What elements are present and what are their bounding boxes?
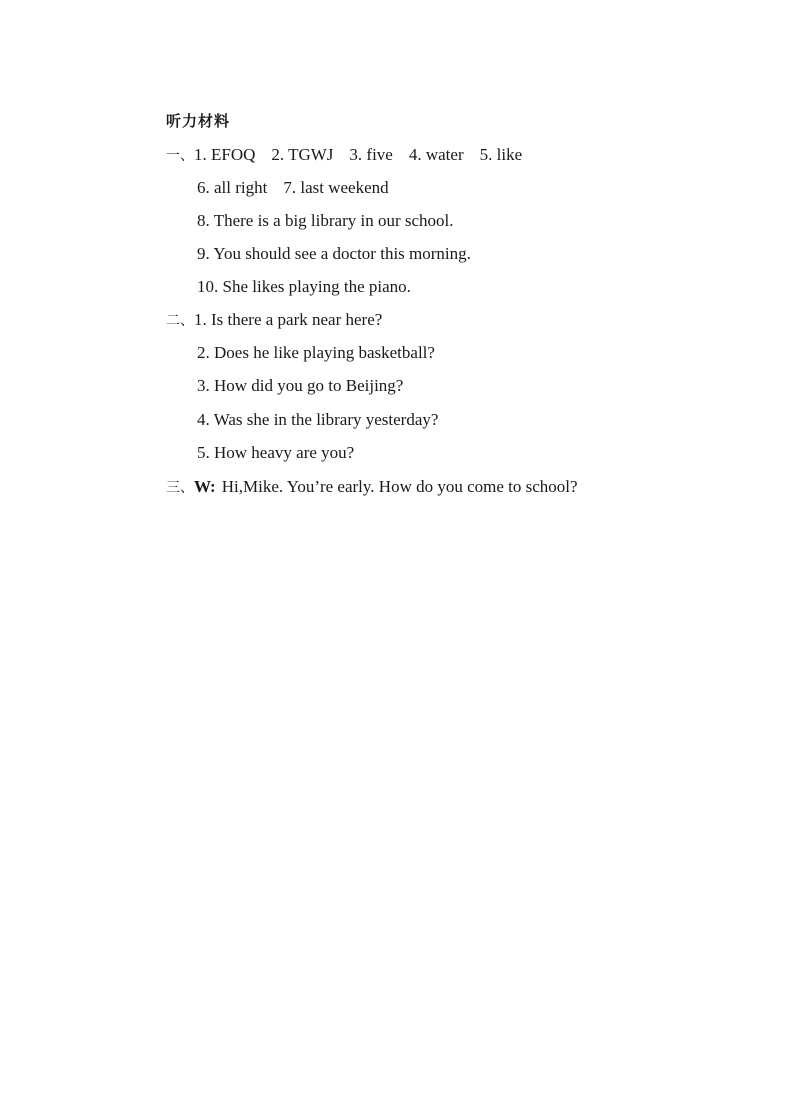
section1-row1 [166, 145, 522, 166]
section1-item-1: 1. EFOQ [194, 145, 256, 164]
section1-item-3: 3. five [349, 145, 393, 164]
page-title: 听力材料 [166, 112, 231, 130]
section1-item-10: 10. She likes playing the piano. [197, 277, 411, 296]
section3-speaker: W: [194, 477, 216, 496]
section3-text: Hi,Mike. You’re early. How do you come to school? [221, 477, 578, 496]
section3-row1 [166, 477, 578, 498]
section1-item-4: 4. water [408, 145, 464, 164]
section2-item-4: 4. Was she in the library yesterday? [197, 410, 439, 429]
section2-item-2: 2. Does he like playing basketball? [197, 343, 435, 362]
section2-item-3: 3. How did you go to Beijing? [197, 376, 404, 395]
section3-mark: 三、 [166, 480, 194, 496]
section1-item-2: 2. TGWJ [271, 145, 334, 164]
section2-item-5: 5. How heavy are you? [197, 443, 355, 462]
section2-row1 [166, 310, 382, 331]
section2-item-1: 1. Is there a park near here? [194, 310, 383, 329]
section1-item-8: 8. There is a big library in our school. [197, 211, 454, 230]
section2-mark: 二、 [166, 313, 194, 329]
section1-item-9: 9. You should see a doctor this morning. [197, 244, 471, 263]
section1-mark: 一、 [166, 148, 194, 164]
section1-item-7: 7. last weekend [283, 178, 389, 197]
section1-item-6: 6. all right [197, 178, 268, 197]
section1-item-5: 5. like [479, 145, 523, 164]
section1-row2 [197, 178, 389, 198]
